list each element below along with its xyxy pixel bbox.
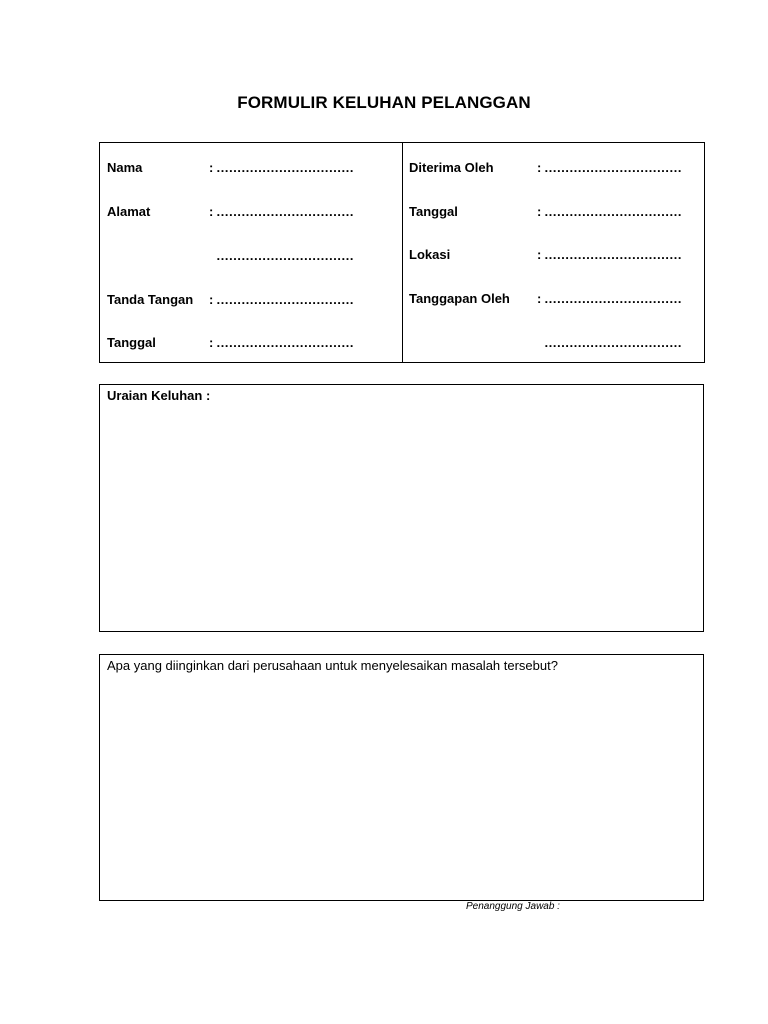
field-value: : …………………………… (537, 204, 682, 219)
field-label: Tanda Tangan (107, 292, 194, 307)
field-label: Tanggal (409, 204, 458, 219)
field-value: : …………………………… (537, 160, 682, 175)
field-value: : …………………………… (209, 335, 354, 350)
form-title: FORMULIR KELUHAN PELANGGAN (237, 93, 531, 112)
field-value: : …………………………… (209, 204, 354, 219)
field-label: Tanggapan Oleh (409, 291, 510, 306)
field-value: : …………………………… (537, 291, 682, 306)
field-value: : …………………………… (209, 160, 354, 175)
field-value: …………………………… (216, 248, 354, 263)
info-box (99, 142, 705, 363)
complaint-description-box[interactable] (99, 384, 704, 632)
field-label: Diterima Oleh (409, 160, 494, 175)
field-label: Tanggal (107, 335, 156, 350)
request-resolution-box[interactable] (99, 654, 704, 901)
complaint-description-label: Uraian Keluhan : (107, 388, 211, 403)
field-label: Nama (107, 160, 143, 175)
column-divider (402, 143, 403, 362)
field-label: Lokasi (409, 247, 451, 262)
field-value: : …………………………… (537, 247, 682, 262)
request-resolution-label: Apa yang diinginkan dari perusahaan untuk menyelesaikan masalah tersebut? (107, 658, 558, 673)
field-label: Alamat (107, 204, 151, 219)
field-value: : …………………………… (209, 292, 354, 307)
field-value: …………………………… (544, 335, 682, 350)
responsible-person-label: Penanggung Jawab : (466, 901, 560, 912)
